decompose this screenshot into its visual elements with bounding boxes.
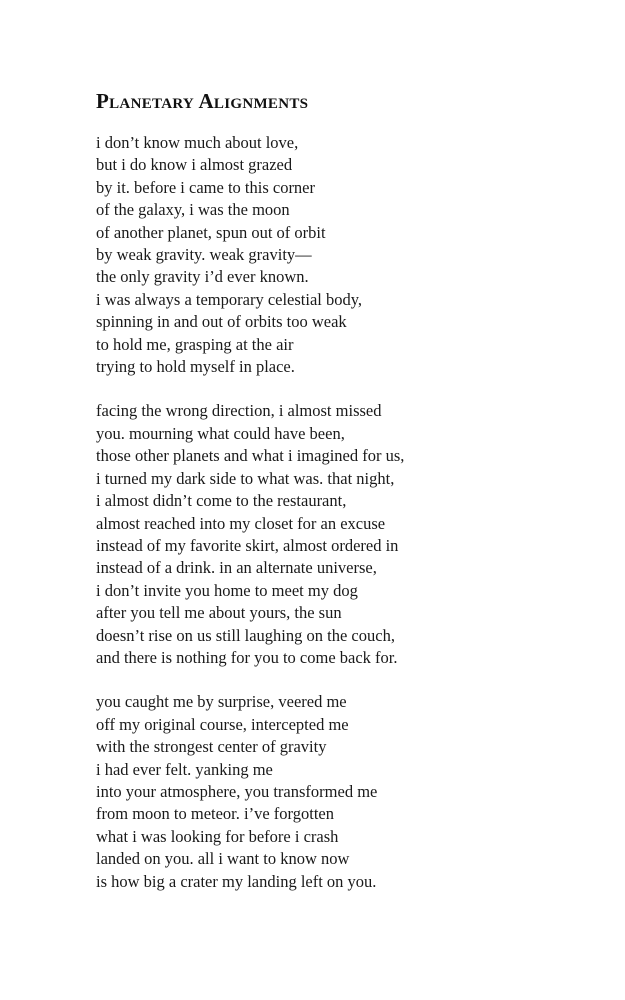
poem-line: and there is nothing for you to come back for. [96,647,398,667]
poem-line: i don’t invite you home to meet my dog [96,580,358,600]
poem-line: by weak gravity. weak gravity— [96,245,312,265]
poem-line: into your atmosphere, you transformed me [96,781,378,801]
poem-page [96,88,596,915]
poem-title: Planetary Alignments [96,89,309,113]
stanza-3 [96,691,596,893]
poem-line: of another planet, spun out of orbit [96,222,326,242]
poem-line: i don’t know much about love, [96,133,299,152]
poem-line: off my original course, intercepted me [96,714,349,734]
poem-line: facing the wrong direction, i almost missed [96,401,382,421]
poem-body [96,132,596,893]
poem-line: what i was looking for before i crash [96,826,339,846]
poem-line: trying to hold myself in place. [96,357,295,377]
poem-line: from moon to meteor. i’ve forgotten [96,804,334,824]
poem-line: with the strongest center of gravity [96,737,327,757]
poem-line: almost reached into my closet for an excuse [96,513,386,533]
stanza-1 [96,132,596,378]
poem-line: is how big a crater my landing left on you. [96,871,377,891]
poem-line: after you tell me about yours, the sun [96,603,342,623]
poem-line: of the galaxy, i was the moon [96,200,290,220]
poem-line: spinning in and out of orbits too weak [96,312,347,332]
poem-line: instead of my favorite skirt, almost ordered in [96,535,399,555]
poem-line: by it. before i came to this corner [96,177,316,197]
poem-line: i turned my dark side to what was. that night, [96,468,395,488]
poem-line: i had ever felt. yanking me [96,759,273,779]
poem-line: those other planets and what i imagined for us, [96,446,405,466]
poem-line: i was always a temporary celestial body, [96,289,363,309]
poem-line: i almost didn’t come to the restaurant, [96,491,347,511]
poem-line: the only gravity i’d ever known. [96,267,309,287]
poem-line: to hold me, grasping at the air [96,334,294,354]
poem-line: landed on you. all i want to know now [96,849,350,869]
stanza-2 [96,400,596,669]
poem-line: you. mourning what could have been, [96,423,345,443]
poem-line: doesn’t rise on us still laughing on the couch, [96,625,395,645]
poem-line: you caught me by surprise, veered me [96,692,347,712]
poem-line: instead of a drink. in an alternate universe, [96,558,377,578]
poem-line: but i do know i almost grazed [96,155,293,175]
